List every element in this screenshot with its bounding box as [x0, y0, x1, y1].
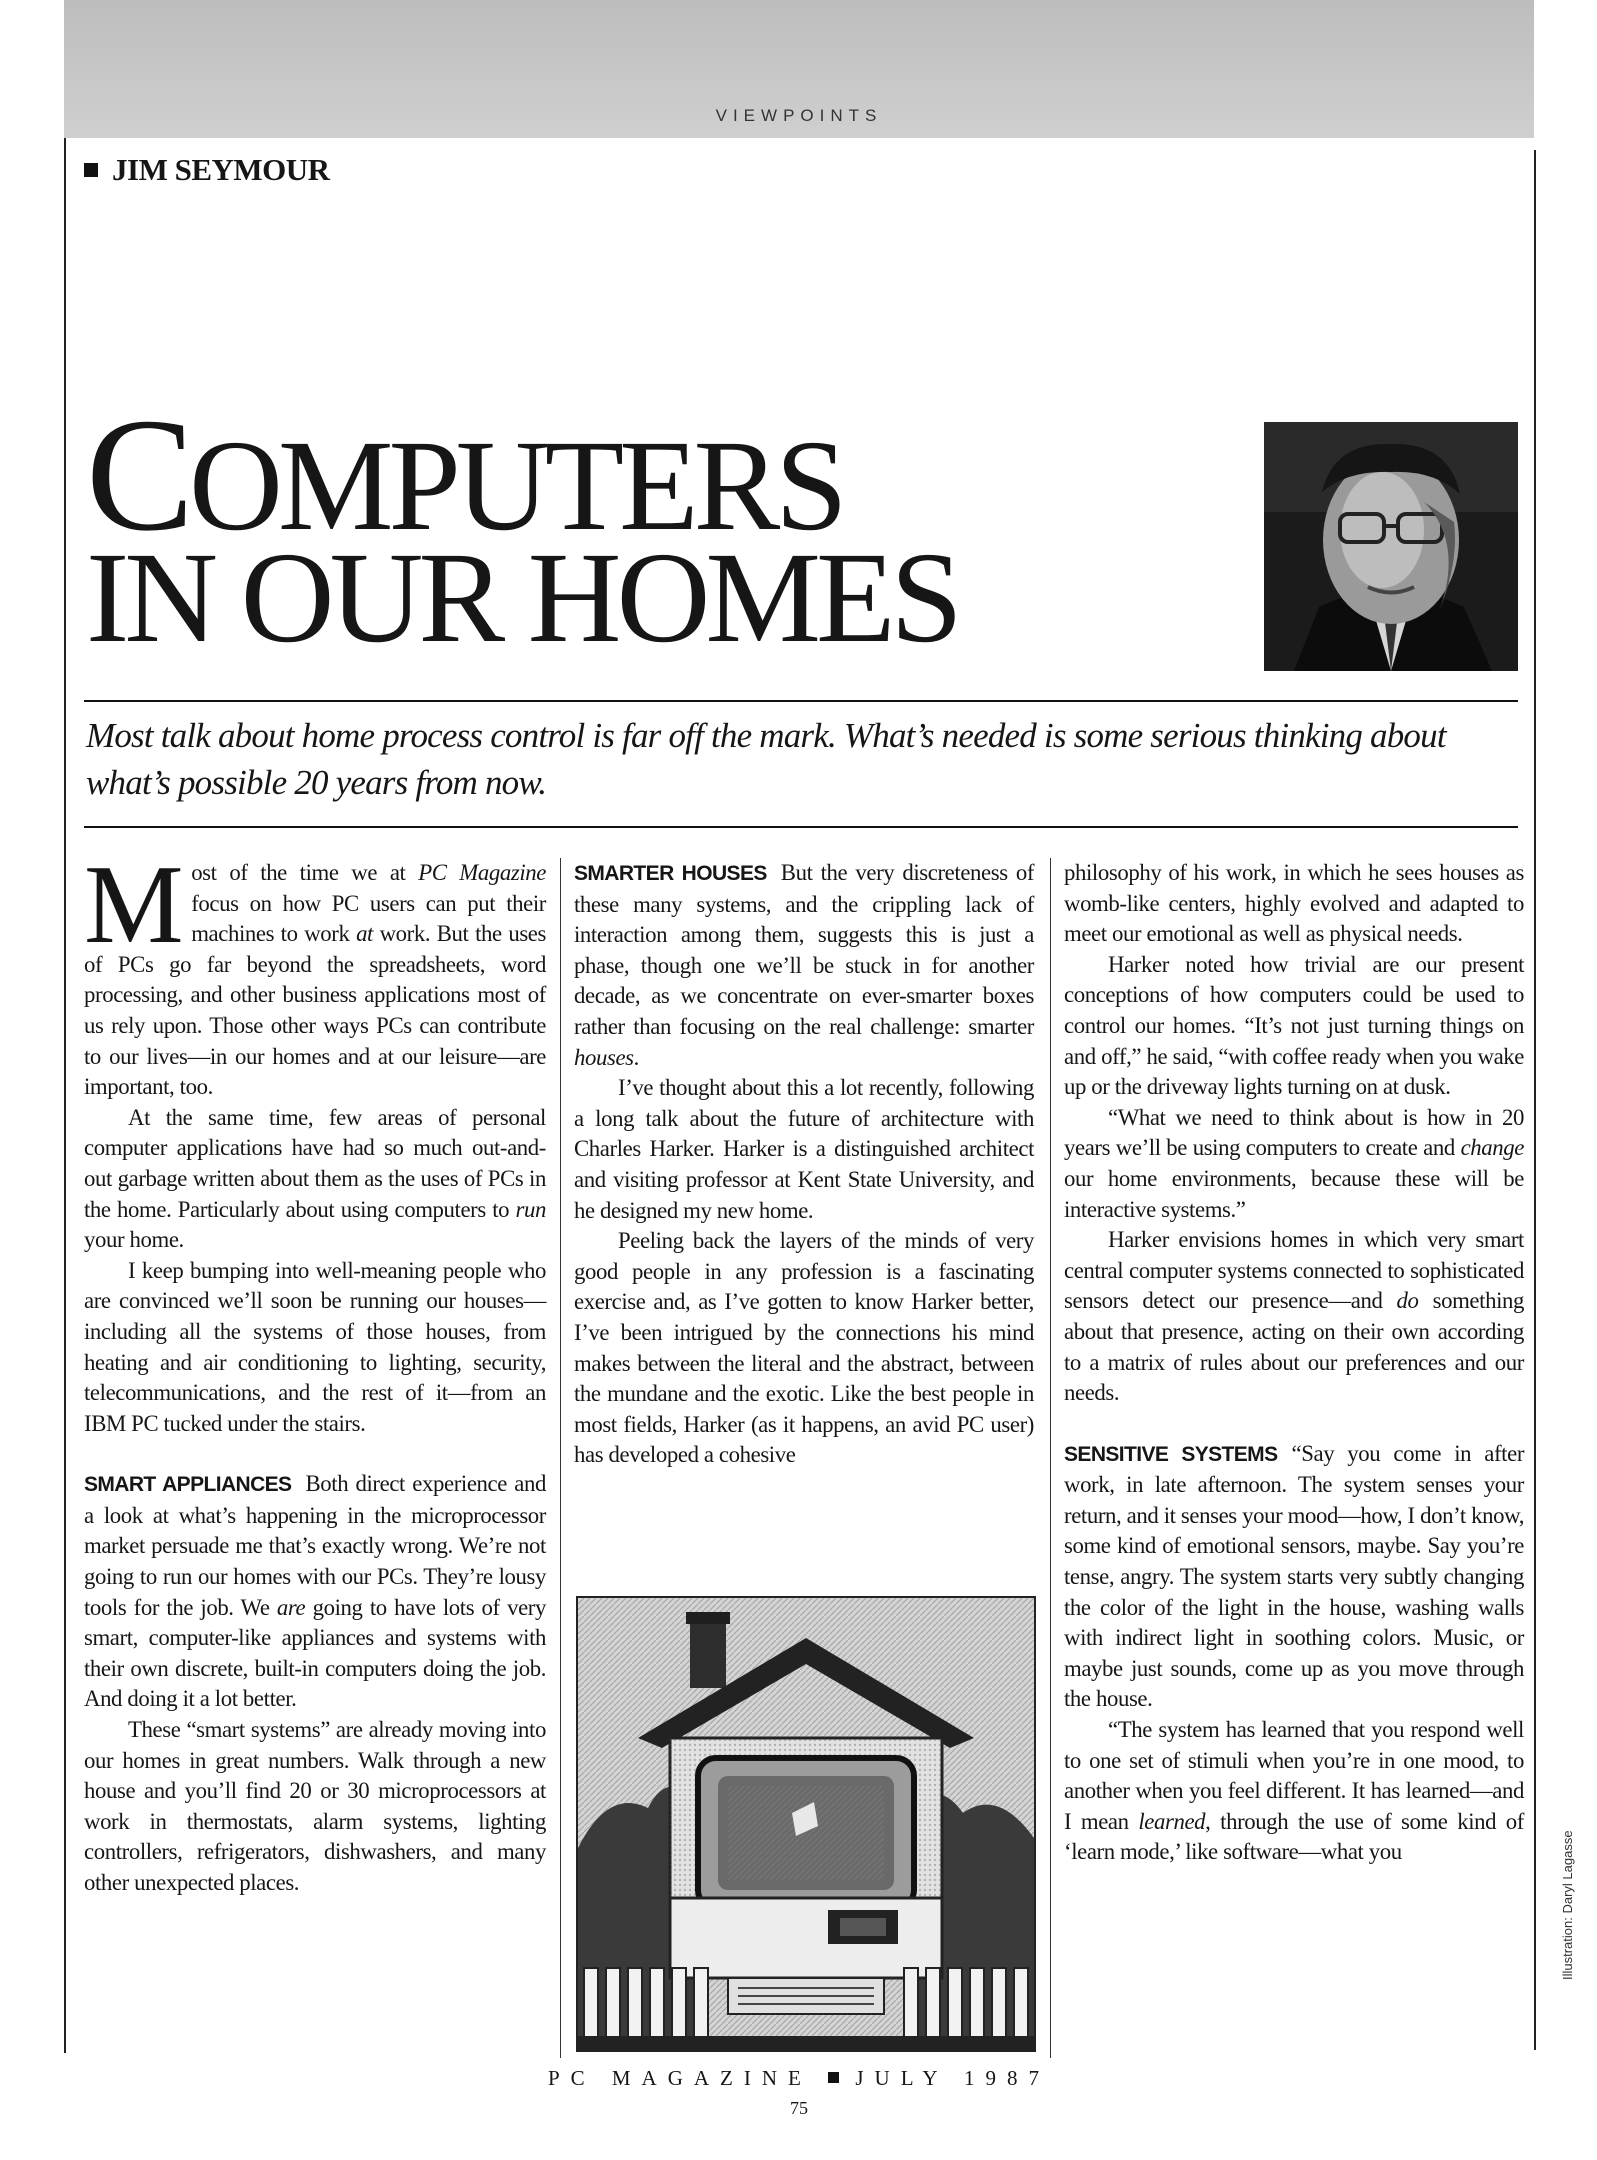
house-computer-illustration — [576, 1596, 1036, 2052]
column-rule-2 — [1050, 858, 1051, 2058]
title-rule — [84, 700, 1518, 702]
drop-cap: M — [84, 843, 184, 967]
paragraph: SMART APPLIANCES Both direct experience and a look at what’s happening in the microprocessor market persuade me that’s exactly wrong. We’re not going to run our homes with our PCs. They’re lousy tools for the job. We are going to have lots of very smart, computer-like appliances and systems with their own discrete, built-in computers doing the job. And doing it a lot better. — [84, 1471, 547, 1712]
subhead-smart-appliances: SMART APPLIANCES — [84, 1473, 292, 1497]
title-line2: IN OUR HOMES — [86, 526, 958, 670]
illustration-credit: Illustration: Daryl Lagasse — [1560, 1830, 1575, 1980]
square-bullet-icon — [828, 2072, 839, 2083]
frame-left-rule — [64, 138, 66, 2053]
column-1 — [84, 843, 547, 1899]
subhead-sensitive-systems: SENSITIVE SYSTEMS — [1064, 1442, 1278, 1466]
page-number: 75 — [790, 2098, 808, 2118]
paragraph: At the same time, few areas of personal computer applications have had so much out-and-out garbage written about them as the uses of PCs in the home. Particularly about using computers to run your home. — [84, 1104, 546, 1253]
author-portrait — [1264, 422, 1518, 671]
paragraph: philosophy of his work, in which he sees houses as womb-like centers, highly evolved and adapted to meet our emotional as well as physical needs. — [1064, 860, 1524, 947]
paragraph: Most of the time we at PC Magazine focus on how PC users can put their machines to work at work. But the uses of PCs go far beyond the spreadsheets, word processing, and other business applications most of us rely upon. Those other ways PCs can contribute to our lives—in our homes and at our leisure—are important, too. — [84, 843, 546, 1100]
footer-date: JULY 1987 — [855, 2066, 1051, 2090]
paragraph: Harker envisions homes in which very smart central computer systems connected to sophisticated sensors detect our presence—and do something about that presence, acting on their own according to a matrix of rules about our preferences and our needs. — [1064, 1227, 1525, 1406]
column-3 — [1064, 858, 1524, 1868]
section-label: VIEWPOINTS — [715, 106, 883, 125]
column-2 — [574, 858, 1034, 1471]
author-name: JIM SEYMOUR — [112, 152, 330, 187]
paragraph: SMARTER HOUSES But the very discreteness of these many systems, and the crippling lack of interaction among them, suggests this is just a phase, though one we’ll be stuck in for another decade, as we concentrate on ever-smarter boxes rather than focusing on the real challenge: smarter houses. — [574, 860, 1035, 1070]
article-title — [86, 386, 958, 670]
paragraph: SENSITIVE SYSTEMS “Say you come in after work, in late afternoon. The system senses your return, and it senses your mood—how, I don’t know, some kind of emotional sensors, maybe. Say you’re tense, angry. The system starts very subtly changing the color of the light in the house, washing walls with indirect light in soothing colors. Music, or maybe just sounds, come up as you move through the house. — [1064, 1440, 1525, 1712]
title-line1: OMPUTERS — [189, 414, 843, 558]
paragraph: I’ve thought about this a lot recently, following a long talk about the future of architecture with Charles Harker. Harker is a distinguished architect and visiting professor at Kent State University, and he designed my new home. — [574, 1075, 1034, 1223]
article-deck: Most talk about home process control is far off the mark. What’s needed is some serious thinking about what’s possible 20 years from now. — [86, 716, 1446, 802]
deck-rule — [84, 826, 1518, 828]
subhead-smarter-houses: SMARTER HOUSES — [574, 862, 767, 885]
title-initial: C — [86, 386, 190, 565]
page-footer — [64, 2066, 1534, 2091]
house-computer-illustration-image — [578, 1598, 1034, 2050]
paragraph: Peeling back the layers of the minds of very good people in any profession is a fascinating exercise and, as I’ve gotten to know Harker better, I’ve been intrigued by the connections his mind makes between the literal and the abstract, between the mundane and the exotic. Like the best people in most fields, Harker (as it happens, an avid PC user) has developed a cohesive — [574, 1228, 1034, 1468]
column-rule-1 — [560, 858, 561, 2058]
footer-magazine: PC MAGAZINE — [547, 2066, 812, 2090]
paragraph: “The system has learned that you respond well to one set of stimuli when you’re in one mood, to another when you feel different. It has learned—and I mean learned, through the use of some kind of ‘learn mode,’ like software—what you — [1064, 1717, 1525, 1865]
paragraph: “What we need to think about is how in 20 years we’ll be using computers to create and change our home environments, because these will be interactive systems.” — [1064, 1104, 1524, 1222]
paragraph: I keep bumping into well-meaning people who are convinced we’ll soon be running our houses—including all the systems of those houses, from heating and air conditioning to lighting, security, telecommunications, and the rest of it—from an IBM PC tucked under the stairs. — [84, 1257, 546, 1436]
square-bullet-icon — [84, 163, 98, 177]
paragraph: These “smart systems” are already moving into our homes in great numbers. Walk through a new house and you’ll find 20 or 30 microprocessors at work in thermostats, alarm systems, lighting controllers, refrigerators, dishwashers, and many other unexpected places. — [84, 1717, 546, 1895]
byline — [84, 152, 330, 188]
author-portrait-image — [1264, 422, 1518, 671]
paragraph: Harker noted how trivial are our present conceptions of how computers could be used to control our homes. “It’s not just turning things on and off,” he said, “with coffee ready when you wake up or the driveway lights turning on at dusk. — [1064, 951, 1524, 1100]
frame-right-rule — [1534, 150, 1536, 2050]
